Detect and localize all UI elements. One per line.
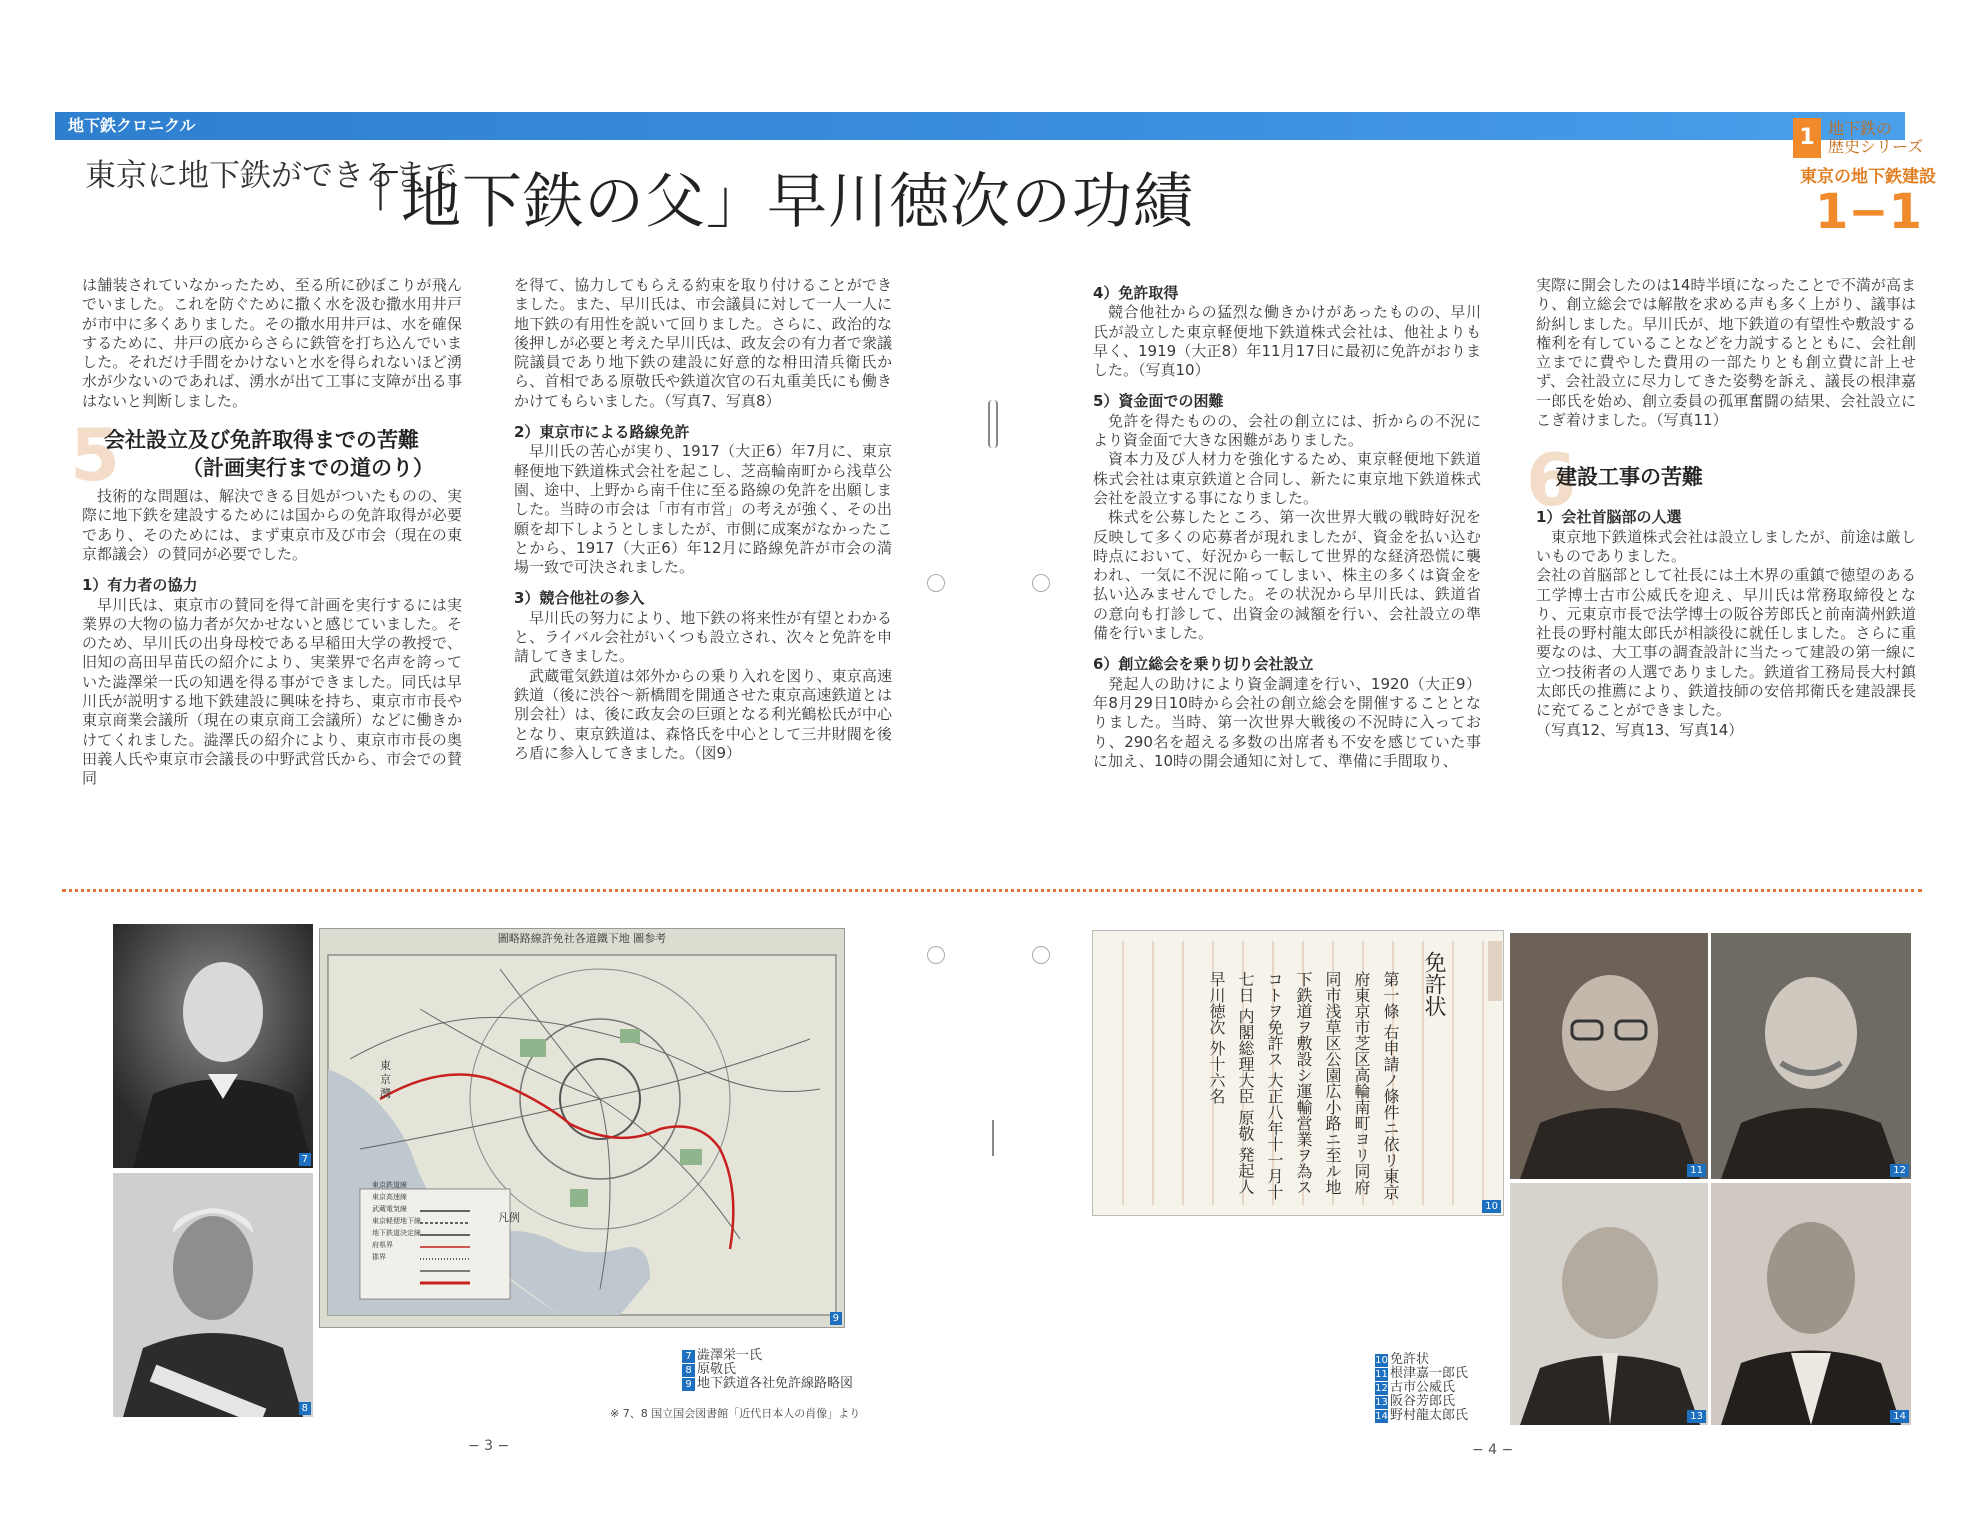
photo-furuichi bbox=[1711, 933, 1911, 1179]
source-note: ※ 7、8 国立国会図書館「近代日本人の肖像」より bbox=[610, 1407, 861, 1420]
badge-13: 13 bbox=[1687, 1410, 1706, 1423]
license-document bbox=[1092, 930, 1504, 1216]
gutter-mark-top bbox=[988, 400, 998, 448]
subheading-1-text: 早川氏は、東京市の賛同を得て計画を実行するには実業界の大物の協力者が欠かせないと感じていました。そのため、早川氏の出身母校である早稲田大学の教授で、旧知の高田早苗氏の紹介により、実業界で名声を誇っていた澁澤栄一氏の知遇を得る事ができました。同氏は早川氏が説明する地下鉄建設に興味を持ち、東京市市長や東京商業会議所（現在の東京商工会議所）などに働きかけてくれました。澁澤氏の紹介により、東京市市長の奥田義人氏や東京市会議長の中野武営氏から、市会での賛同 bbox=[82, 595, 462, 788]
map-legend bbox=[372, 1179, 432, 1263]
map-legend-item: 東京軽便地下線 bbox=[372, 1217, 421, 1225]
photo-hara bbox=[113, 1173, 313, 1417]
section5-subtitle: （計画実行までの道のり） bbox=[182, 456, 434, 481]
photo-nezu bbox=[1510, 933, 1708, 1179]
map-title: 圖略路線許免社各道鐵下地 圖参考 bbox=[497, 932, 667, 945]
series-number-box: 1 bbox=[1793, 118, 1821, 158]
series-label-line2: 歴史シリーズ bbox=[1828, 137, 1924, 156]
subheading-1: 1）有力者の協力 bbox=[82, 576, 198, 595]
license-text: 第一條 右申請ノ條件ニ依リ東京府東京市芝区高輪南町ヨリ同府同市浅草区公園広小路ニ至ル地下鉄道ヲ敷設シ運輸営業ヲ為スコトヲ免許ス 大正八年十一月十七日 内閣総理大臣 原敬 発起人 早川徳次 外十六名 bbox=[1207, 971, 1400, 1201]
portrait-icon bbox=[113, 924, 313, 1168]
badge-14: 14 bbox=[1890, 1410, 1909, 1423]
portrait-icon bbox=[1711, 1183, 1911, 1425]
binder-hole-1 bbox=[927, 574, 945, 592]
column-2 bbox=[514, 276, 892, 763]
badge-9: 9 bbox=[830, 1312, 842, 1325]
subheading-5: 5）資金面での困難 bbox=[1093, 392, 1224, 411]
section5-number: 5 bbox=[70, 413, 121, 498]
badge-8: 8 bbox=[299, 1402, 311, 1415]
subheading-4-text: 競合他社からの猛烈な働きかけがあったものの、早川氏が設立した東京軽便地下鉄道株式会社は、他社よりも早く、1919（大正8）年11月17日に最初に免許がおりました。（写真10） bbox=[1093, 303, 1481, 380]
page-number-left: − 3 − bbox=[468, 1438, 510, 1454]
map-legend-item: 郡界 bbox=[372, 1253, 386, 1261]
page-number-right: − 4 − bbox=[1472, 1442, 1514, 1458]
header-band bbox=[55, 112, 1905, 140]
map-legend-item: 東京鉄道線 bbox=[372, 1181, 407, 1189]
caption-9: 9 地下鉄道各社免許線路略図 bbox=[682, 1377, 853, 1391]
caption-11: 11 根津嘉一郎氏 bbox=[1375, 1366, 1469, 1381]
caption-14: 14 野村龍太郎氏 bbox=[1375, 1408, 1469, 1423]
photo-shibusawa bbox=[113, 924, 313, 1168]
subheading-3-text-2: 武蔵電気鉄道は郊外からの乗り入れを図り、東京高速鉄道（後に渋谷～新橋間を開通させた東京高速鉄道とは別会社）は、後に政友会の巨頭となる利光鶴松氏が中心となり、東京鉄道は、森恪氏を中心として三井財閥を後ろ盾に参入してきました。（図9） bbox=[514, 666, 892, 762]
subheading-5-text-3: 株式を公募したところ、第一次世界大戦の戦時好況を反映して多くの応募者が現れましたが、資金を払い込む時点において、好況から一転して世界的な経済恐慌に襲われ、一気に不況に陥ってしまい、株主の多くは資金を払い込みませんでした。その状況から早川氏は、鉄道省の意向も打診して、出資金の減額を行い、会社設立の準備を行いました。 bbox=[1093, 508, 1481, 643]
caption-7: 7 澁澤栄一氏 bbox=[682, 1349, 853, 1363]
portrait-icon bbox=[1711, 933, 1911, 1179]
subheading-6: 6）創立総会を乗り切り会社設立 bbox=[1093, 655, 1314, 674]
subheading-5-text-1: 免許を得たものの、会社の創立には、折からの不況により資金面で大きな困難がありました。 bbox=[1093, 411, 1481, 450]
license-heading: 免許状 bbox=[1421, 951, 1446, 1017]
section6-sub1-text-3: （写真12、写真13、写真14） bbox=[1536, 720, 1744, 739]
article-title: 「地下鉄の父」早川徳次の功績 bbox=[340, 167, 1194, 237]
series-big-number: 1−1 bbox=[1815, 184, 1923, 240]
section5-heading bbox=[70, 413, 462, 498]
col4-intro: 実際に開会したのは14時半頃になったことで不満が高まり、創立総会では解散を求める声も多く上がり、議事は紛糾しました。早川氏が、地下鉄道の有望性や敷設する権利を有していることなどを力説するとともに、会社創立までに費やした費用の一部たりとも創立費に計上せず、会社設立に尽力してきた姿勢を訴え、議長の根津嘉一郎氏を始め、創立委員の孤軍奮闘の結果、会社設立にこぎ着けました。（写真11） bbox=[1536, 276, 1916, 430]
section-divider bbox=[62, 889, 1922, 892]
subheading-5-text-2: 資本力及び人材力を強化するため、東京軽便地下鉄道株式会社は東京鉄道と合同し、新たに東京地下鉄道株式会社を設立する事になりました。 bbox=[1093, 450, 1481, 507]
column-1 bbox=[70, 276, 462, 789]
subheading-3: 3）競合他社の参入 bbox=[514, 589, 645, 608]
badge-10: 10 bbox=[1482, 1200, 1501, 1213]
article-subtitle: 東京に地下鉄ができるまで bbox=[85, 158, 457, 194]
portrait-icon bbox=[1510, 933, 1708, 1179]
binder-hole-4 bbox=[1032, 946, 1050, 964]
badge-11: 11 bbox=[1687, 1164, 1706, 1177]
portrait-icon bbox=[113, 1173, 313, 1417]
caption-13: 13 阪谷芳郎氏 bbox=[1375, 1394, 1456, 1409]
captions-left bbox=[682, 1349, 853, 1391]
map-drawing bbox=[320, 949, 844, 1327]
map-legend-item: 東京高速線 bbox=[372, 1193, 407, 1201]
section6-subheading-1: 1）会社首脳部の人選 bbox=[1536, 508, 1682, 527]
map-bay-label: 東京灣 bbox=[380, 1059, 391, 1100]
chronicle-label: 地下鉄クロニクル bbox=[68, 116, 196, 135]
route-map bbox=[319, 928, 845, 1328]
column-3 bbox=[1093, 284, 1481, 771]
photo-nomura bbox=[1711, 1183, 1911, 1425]
section6-title: 建設工事の苦難 bbox=[1556, 465, 1703, 490]
subheading-4: 4）免許取得 bbox=[1093, 284, 1179, 302]
map-legend-item: 府県界 bbox=[372, 1241, 393, 1249]
section6-sub1-text-2: 会社の首脳部として社長には土木界の重鎮で徳望のある工学博士古市公威氏を迎え、早川氏は常務取締役となり、元東京市長で法学博士の阪谷芳郎氏と前南満州鉄道社長の野村龍太郎氏が相談役に就任しました。さらに重要なのは、大工事の調査設計に当たって建設の第一線に立つ技術者の人選でありました。鉄道省工務局長大村鎮太郎氏の推薦により、鉄道技師の安倍邦衛氏を建設課長に充てることができました。 bbox=[1536, 566, 1916, 720]
map-legend-item: 武蔵電気線 bbox=[372, 1205, 407, 1213]
caption-8: 8 原敬氏 bbox=[682, 1363, 853, 1377]
caption-12: 12 古市公威氏 bbox=[1375, 1380, 1456, 1395]
gutter-mark-bottom bbox=[992, 1120, 994, 1156]
caption-10: 10 免許状 bbox=[1375, 1352, 1430, 1367]
col1-intro: は舗装されていなかったため、至る所に砂ぼこりが飛んでいました。これを防ぐために撒く水を汲む撒水用井戸が市中に多くありました。その撒水用井戸は、水を確保するために、井戸の底からさらに鉄管を打ち込んでいました。それだけ手間をかけないと水を得られないほど湧水が少ないのであれば、湧水が出て工事に支障が出る事はないと判断しました。 bbox=[82, 276, 462, 410]
subheading-2-text: 早川氏の苦心が実り、1917（大正6）年7月に、東京軽便地下鉄道株式会社を起こし、芝高輪南町から浅草公園、途中、上野から南千住に至る路線の免許を出願しました。当時の市会は「市有市営」の考えが強く、その出願を却下しようとしましたが、市側に成案がなかったことから、1917（大正6）年12月に路線免許が市会の満場一致で可決されました。 bbox=[514, 442, 892, 577]
map-legend-title: 凡例 bbox=[498, 1211, 520, 1224]
binder-hole-3 bbox=[927, 946, 945, 964]
section5-title: 会社設立及び免許取得までの苦難 bbox=[104, 428, 419, 453]
binder-hole-2 bbox=[1032, 574, 1050, 592]
series-label-line1: 地下鉄の bbox=[1828, 119, 1893, 138]
portrait-icon bbox=[1510, 1183, 1708, 1425]
section5-text: 技術的な問題は、解決できる目処がついたものの、実際に地下鉄を建設するためには国からの免許取得が必要であり、そのためには、まず東京市及び市会（現在の東京都議会）の賛同が必要でした。 bbox=[82, 487, 462, 563]
captions-right bbox=[1375, 1353, 1468, 1423]
badge-7: 7 bbox=[299, 1153, 311, 1166]
badge-12: 12 bbox=[1890, 1164, 1909, 1177]
col2-intro: を得て、協力してもらえる約束を取り付けることができました。また、早川氏は、市会議員に対して一人一人に地下鉄の有用性を説いて回りました。さらに、政治的な後押しが必要と考えた早川氏は、政友会の有力者で衆議院議員であり地下鉄の建設に好意的な枏田清兵衛氏から、首相である原敬氏や鉄道次官の石丸重美氏にも働きかけてもらいました。（写真7、写真8） bbox=[514, 276, 892, 410]
subheading-6-text: 発起人の助けにより資金調達を行い、1920（大正9）年8月29日10時から会社の創立総会を開催することとなりました。当時、第一次世界大戦後の不況時に入っており、290名を超える多数の出席者も不安を感じていた事に加え、10時の開会通知に対して、準備に手間取り、 bbox=[1093, 674, 1481, 770]
subheading-3-text-1: 早川氏の努力により、地下鉄の将来性が有望とわかると、ライバル会社がいくつも設立され、次々と免許を申請してきました。 bbox=[514, 608, 892, 666]
subheading-2: 2）東京市による路線免許 bbox=[514, 423, 690, 442]
column-4 bbox=[1526, 276, 1916, 740]
section6-number: 6 bbox=[1526, 438, 1577, 523]
section6-sub1-text-1: 東京地下鉄道株式会社は設立しましたが、前途は厳しいものでありました。 bbox=[1536, 527, 1916, 565]
map-legend-item: 地下鉄道決定線 bbox=[372, 1229, 421, 1237]
photo-sakatani bbox=[1510, 1183, 1708, 1425]
series-subtitle: 東京の地下鉄建設 bbox=[1800, 167, 1936, 187]
